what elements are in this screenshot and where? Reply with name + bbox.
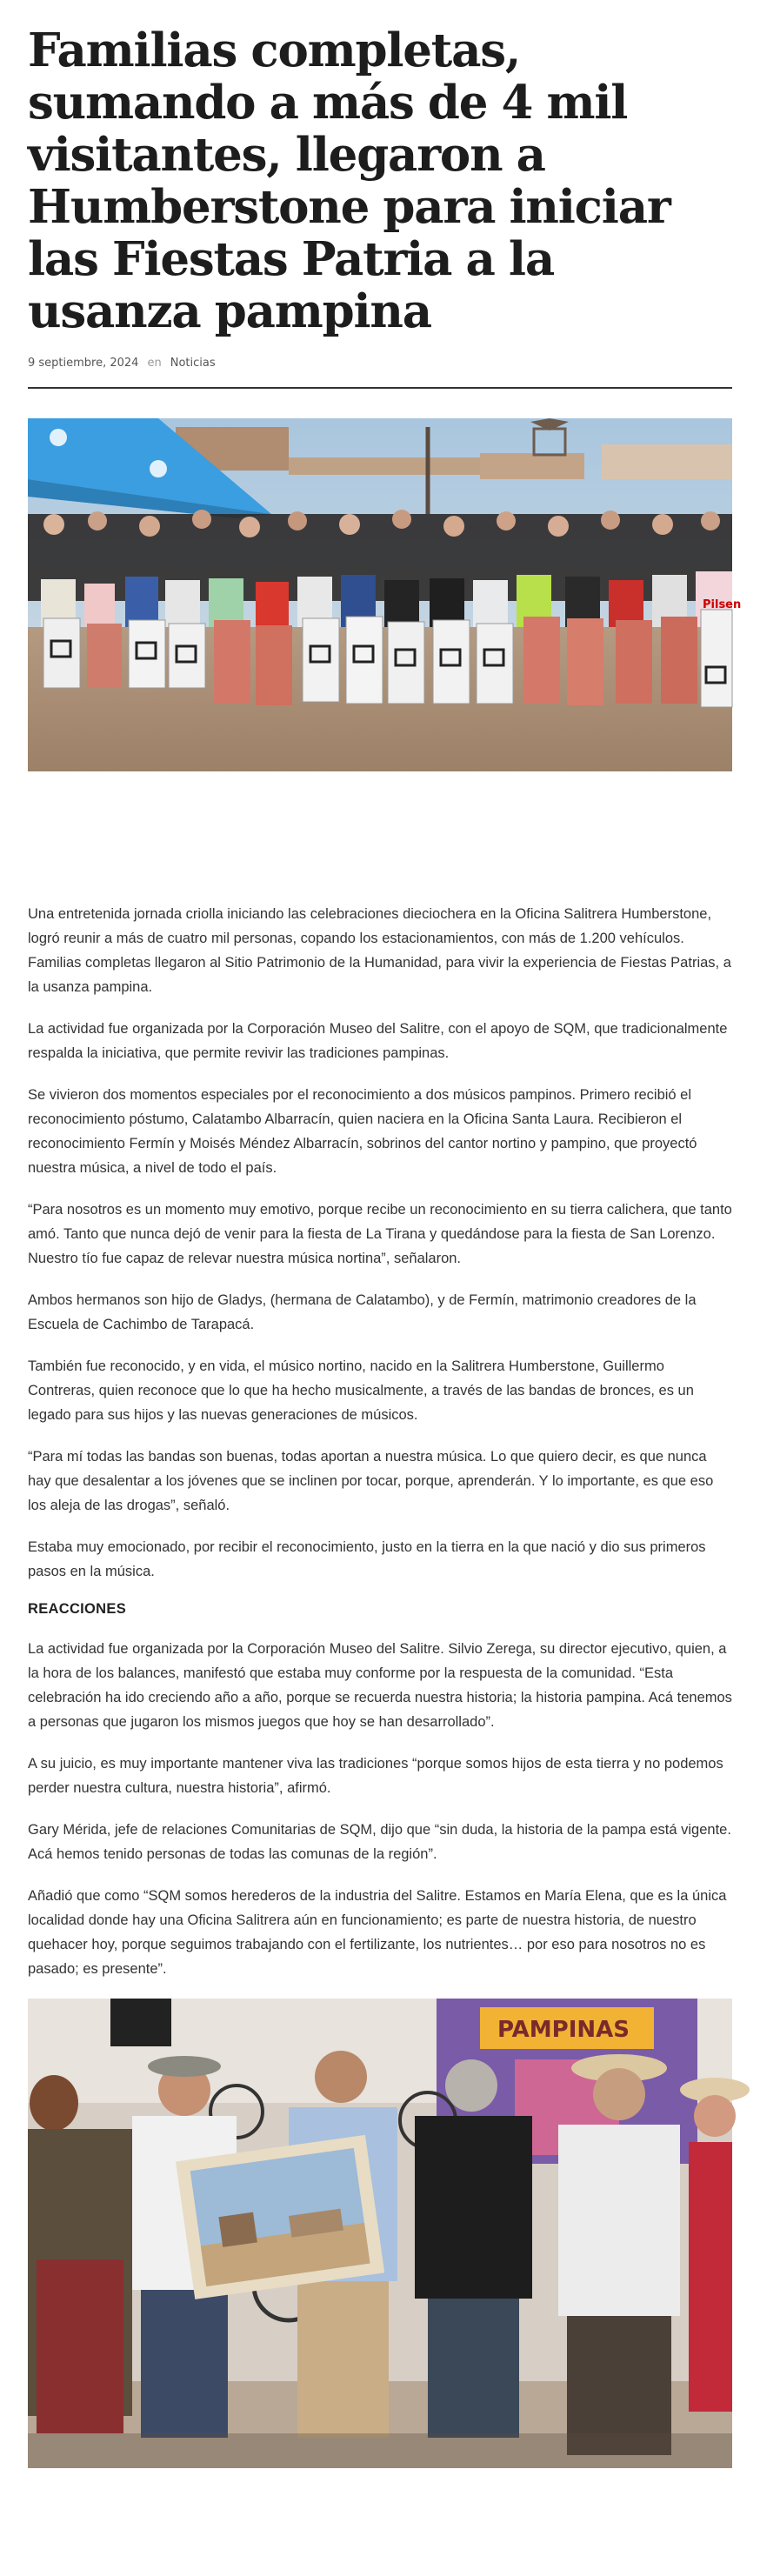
paragraph: Estaba muy emocionado, por recibir el reconocimiento, justo en la tierra en la que nació y dio sus primeros pasos en la música. [28,1539,706,1579]
paragraph: La actividad fue organizada por la Corporación Museo del Salitre. Silvio Zerega, su director ejecutivo, quien, a la hora de los balances, manifestó que estaba muy conforme por la respuesta de la comunidad. “Esta celebración ha ido creciendo año a año, porque se recuerda nuestra historia; la historia pampina. Acá tenemos a personas que jugaron los mismos juegos que hoy se han desarrollado”. [28,1641,732,1730]
category-link[interactable]: Noticias [170,357,216,370]
article-meta [28,357,732,370]
paragraph: Gary Mérida, jefe de relaciones Comunitarias de SQM, dijo que “sin duda, la historia de la pampa está vigente. Acá hemos tenido personas de todas las comunas de la región”. [28,1822,731,1862]
publish-date: 9 septiembre, 2024 [28,357,139,370]
paragraph: “Para nosotros es un momento muy emotivo, porque recibe un reconocimiento en su tierra calichera, que tanto amó. Tanto que nunca dejó de venir para la fiesta de La Tirana y quedándose para la fiesta de San Lorenzo. Nuestro tío fue capaz de relevar nuestra música nortina”, señalaron. [28,1202,732,1266]
paragraph: Ambos hermanos son hijo de Gladys, (hermana de Calatambo), y de Fermín, matrimonio creadores de la Escuela de Cachimbo de Tarapacá. [28,1292,697,1332]
hero-image [28,418,742,771]
meta-in-label: en [147,357,162,370]
article-body-a [28,902,732,1584]
section-subheading: REACCIONES [28,1601,127,1617]
paragraph: La actividad fue organizada por la Corporación Museo del Salitre, con el apoyo de SQM, que tradicionalmente respalda la iniciativa, que permite revivir las tradiciones pampinas. [28,1021,728,1061]
paragraph: Se vivieron dos momentos especiales por el reconocimiento a dos músicos pampinos. Primero recibió el reconocimiento póstumo, Calatambo Albarracín, quien naciera en la Oficina Santa Laura. Recibieron el reconocimiento Fermín y Moisés Méndez Albarracín, sobrinos del cantor nortino y pampino, que proyectó nuestra música, a nivel de todo el país. [28,1087,697,1176]
paragraph: Añadió que como “SQM somos herederos de la industria del Salitre. Estamos en María Elena, que es la única localidad donde hay una Oficina Salitrera aún en funcionamiento; es parte de nuestra historia, de nuestro quehacer hoy, porque seguimos trabajando con el fertilizante, los nutrientes… por eso para nosotros no es pasado; es presente”. [28,1888,727,1977]
banner-text: PAMPINAS [497,2017,630,2043]
sign-text: Pilsen [703,598,742,611]
paragraph: A su juicio, es muy importante mantener viva las tradiciones “porque somos hijos de esta tierra y no podemos perder nuestra cultura, nuestra historia”, afirmó. [28,1756,723,1796]
article [28,0,742,2468]
paragraph: También fue reconocido, y en vida, el músico nortino, nacido en la Salitrera Humberstone, Guillermo Contreras, quien reconoce que lo que ha hecho musicalmente, a través de las bandas de bronces, es un legado para sus hijos y las nuevas generaciones de músicos. [28,1358,694,1423]
article-title: Familias completas, sumando a más de 4 mil visitantes, llegaron a Humberstone para iniciar las Fiestas Patria a la usanza pampina [28,23,670,338]
paragraph: “Para mí todas las bandas son buenas, todas aportan a nuestra música. Lo que quiero decir, es que nunca hay que desalentar a los jóvenes que se inclinen por tocar, porque, aprenderán. Y lo importante, es que eso los aleja de las drogas”, señaló. [28,1449,714,1513]
article-body-b [28,1637,732,1981]
ceremony-photo [28,1999,732,2468]
title-divider [28,387,732,389]
image-gap [28,771,732,902]
paragraph: Una entretenida jornada criolla iniciando las celebraciones dieciochera en la Oficina Salitrera Humberstone, logró reunir a más de cuatro mil personas, copando los estacionamientos, con más de 1.200 vehículos. Familias completas llegaron al Sitio Patrimonio de la Humanidad, para vivir la experiencia de Fiestas Patrias, a la usanza pampina. [28,906,731,995]
